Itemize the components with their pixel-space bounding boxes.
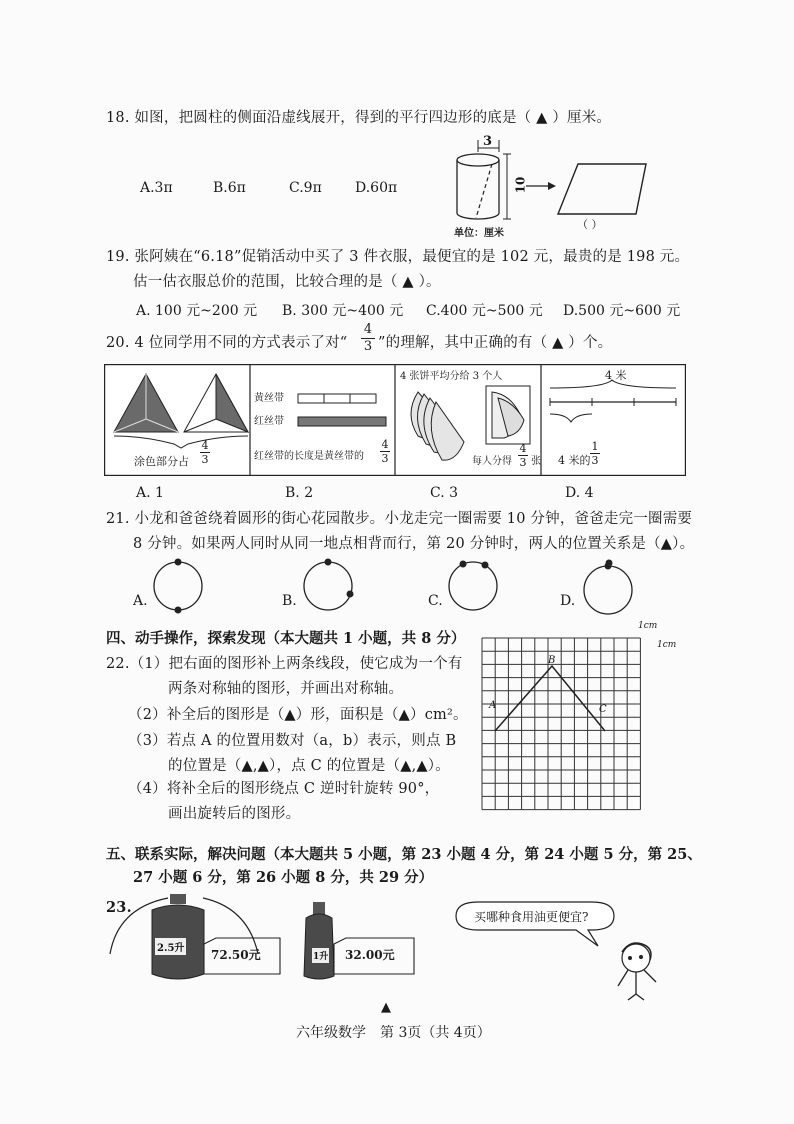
section5-title-line2: 27 小题 6 分，第 26 小题 8 分，共 29 分） — [133, 869, 434, 886]
q20-cell4-caption: 4 米的 — [558, 454, 591, 467]
q20-cell1-caption: 涂色部分占 — [134, 455, 189, 468]
q21-option-b: B. — [282, 593, 297, 609]
q18-option-d: D.60π — [355, 180, 398, 196]
q20-stem-b: ”的理解，其中正确的有（ ▲ ）个。 — [378, 335, 613, 351]
q20-cell3-fraction — [518, 442, 528, 469]
q18-option-b: B.6π — [213, 180, 246, 196]
section4-title: 四、动手操作，探索发现（本大题共 1 小题，共 8 分） — [106, 630, 466, 647]
q23-price2: 32.00元 — [345, 948, 395, 962]
q21-line1: 21. 小龙和爸爸绕着圆形的街心花园散步。小龙走完一圈需要 10 分钟，爸爸走完一圈需要 — [106, 511, 693, 527]
q22-point-b: B — [548, 655, 556, 666]
q20-option-c: C. 3 — [430, 485, 459, 501]
q21-option-c: C. — [428, 593, 443, 609]
q23-number: 23. — [106, 899, 132, 916]
q22-grid-lines — [482, 638, 640, 810]
q18-stem: 18. 如图，把圆柱的侧面沿虚线展开，得到的平行四边形的底是（ ▲ ）厘米。 — [106, 110, 612, 126]
q20-option-d: D. 4 — [565, 485, 594, 501]
q20-cell4-top: 4 米 — [605, 369, 627, 382]
q19-option-c: C.400 元~500 元 — [426, 303, 543, 319]
q20-cell3-caption: 每人分得 — [472, 456, 512, 467]
q23-bottle1-label: 2.5升 — [155, 938, 186, 955]
q18-option-c: C.9π — [289, 180, 322, 196]
q19-line1: 19. 张阿姨在“6.18”促销活动中买了 3 件衣服，最便宜的是 102 元，最贵的是 198 元。 — [106, 249, 690, 265]
q20-cell4-num: 1 — [591, 440, 599, 453]
q19-option-a: A. 100 元~200 元 — [136, 303, 258, 319]
q20-red-ribbon-label: 红丝带 — [254, 416, 284, 427]
q20-option-b: B. 2 — [285, 485, 314, 501]
q21-line2: 8 分钟。如果两人同时从同一地点相背而行，第 20 分钟时，两人的位置关系是（▲）。 — [133, 536, 695, 552]
q21-option-d: D. — [560, 593, 576, 609]
section5-title-line1: 五、联系实际，解决问题（本大题共 5 小题，第 23 小题 4 分，第 24 小题 5 分，第 25、 — [106, 846, 702, 863]
q22-point-a: A — [489, 700, 497, 711]
q20-cell3-den: 3 — [519, 456, 527, 469]
q22-grid-figure — [480, 634, 658, 832]
q20-option-a: A. 1 — [136, 485, 164, 501]
footer-marker: ▲ — [381, 1000, 391, 1015]
q20-cell2-fraction — [380, 438, 390, 465]
footer-page-label: 六年级数学 第 3页（共 4页） — [296, 1025, 491, 1041]
q23-bottle2-label: 1升 — [312, 948, 329, 963]
q18-unit-label: 单位：厘米 — [454, 228, 504, 239]
q18-blank: （ ） — [577, 218, 603, 231]
q23-character-sketch — [618, 943, 656, 1000]
q19-option-b: B. 300 元~400 元 — [282, 303, 404, 319]
q23-speech-text: 买哪种食用油更便宜? — [474, 910, 589, 924]
q18-option-a: A.3π — [140, 180, 173, 196]
q20-cell2-den: 3 — [381, 452, 389, 465]
q20-cell4-fraction — [590, 440, 600, 467]
q22-point-c: C — [599, 704, 607, 715]
q19-option-d: D.500 元~600 元 — [563, 303, 681, 319]
q18-height-label: 10 — [513, 176, 528, 194]
q20-frac-den: 3 — [361, 338, 375, 355]
q22-grid-unit-top: 1cm — [638, 621, 658, 631]
q18-top-label: 3 — [483, 134, 493, 149]
q21-circles-figure — [150, 558, 650, 620]
q20-frac-num: 4 — [363, 322, 373, 337]
q22-part4-b: 画出旋转后的图形。 — [168, 806, 301, 822]
q20-cell1-fraction — [200, 439, 210, 466]
q23-price1: 72.50元 — [211, 948, 261, 962]
q19-line2: 估一估衣服总价的范围，比较合理的是（ ▲ ）。 — [133, 274, 441, 290]
q20-cell2-num: 4 — [381, 438, 389, 451]
q22-part1-a: 22.（1）把右面的图形补上两条线段，使它成为一个有 — [106, 656, 463, 672]
q23-bottle1-cap — [170, 894, 186, 904]
q22-part3-a: （3）若点 A 的位置用数对（a，b）表示，则点 B — [128, 733, 457, 749]
q23-bottle2-body — [304, 914, 334, 979]
q22-part4-a: （4）将补全后的图形绕点 C 逆时针旋转 90°， — [128, 781, 440, 797]
q21-option-a: A. — [133, 593, 148, 609]
q22-part2: （2）补全后的图形是（▲）形，面积是（▲）cm²。 — [128, 707, 468, 723]
q20-cell2-caption: 红丝带的长度是黄丝带的 — [254, 451, 364, 462]
q22-part1-b: 两条对称轴的图形，并画出对称轴。 — [168, 681, 404, 697]
q22-given-segments — [495, 666, 605, 731]
q20-cell3-title: 4 张饼平均分给 3 个人 — [400, 371, 503, 382]
q20-stem-a: 20. 4 位同学用不同的方式表示了对“ — [106, 335, 348, 351]
q20-cell1-num: 4 — [201, 439, 209, 452]
q22-grid-unit-side: 1cm — [657, 640, 677, 650]
q20-cell4-den: 3 — [591, 454, 599, 467]
q20-cell3-unit: 张 — [531, 456, 541, 467]
q22-part3-b: 的位置是（▲,▲），点 C 的位置是（▲,▲）。 — [168, 758, 450, 774]
q20-stem-fraction — [361, 322, 375, 355]
q20-cell3-num: 4 — [519, 442, 527, 455]
q20-cell1-den: 3 — [201, 453, 209, 466]
q20-yellow-ribbon-label: 黄丝带 — [254, 393, 284, 404]
